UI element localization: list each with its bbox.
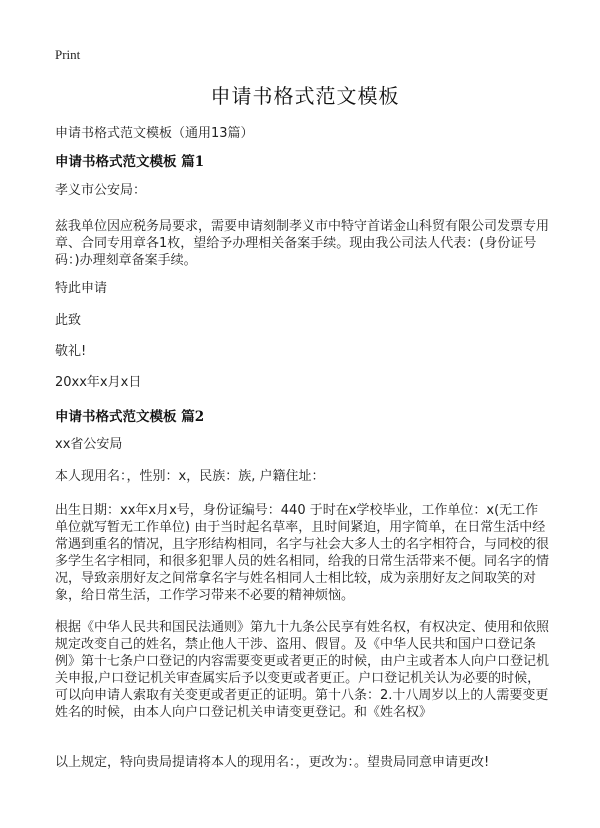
paragraph: 此致: [55, 313, 82, 328]
paragraph: 20xx年x月x日: [55, 375, 142, 390]
paragraph: 兹我单位因应税务局要求，需要申请刻制孝义市中特守首诺金山科贸有限公司发票专用章、合同专用章各1枚，望给予办理相关备案手续。现由我公司法人代表：(身份证号码：)办理刻章备案手续。: [55, 219, 550, 268]
section-heading-1: 申请书格式范文模板 篇1: [55, 154, 205, 170]
paragraph: 特此申请: [55, 281, 108, 296]
paragraph: 本人现用名：，性别：x，民族：族, 户籍住址：: [55, 469, 325, 484]
paragraph: 以上规定，特向贵局提请将本人的现用名：，更改为：。望贵局同意申请更改!: [55, 755, 490, 770]
paragraph: 出生日期：xx年x月x号，身份证编号：440 于时在x学校毕业，工作单位：x(无工作单位就写暂无工作单位) 由于当时起名草率，且时间紧迫，用字简单，在日常生活中经常遇到重名的情况，且字形结构相同，名字与社会大多人士的名字相符合，与同校的很多学生名字相同，和很多犯罪人员的姓名相同，给我的日常生活带来不便。同名字的情况，导致亲朋好友之间常拿名字与姓名相同人士相比较，成为亲朋好友之间取笑的对象，给日常生活，工作学习带来不必要的精神烦恼。: [55, 503, 550, 603]
paragraph: xx省公安局: [55, 437, 123, 452]
paragraph: 根据《中华人民共和国民法通则》第九十九条公民享有姓名权，有权决定、使用和依照规定改变自己的姓名，禁止他人干涉、盗用、假冒。及《中华人民共和国户口登记条例》第十七条户口登记的内容需要变更或者更正的时候，由户主或者本人向户口登记机关申报,户口登记机关审查属实后予以变更或者更正。户口登记机关认为必要的时候，可以向申请人索取有关变更或者更正的证明。第十八条：2.十八周岁以上的人需要变更姓名的时候，由本人向户口登记机关申请变更登记。和《姓名权》: [55, 620, 550, 720]
section-heading-2: 申请书格式范文模板 篇2: [55, 409, 205, 425]
document-subtitle: 申请书格式范文模板（通用13篇）: [55, 126, 254, 141]
print-link[interactable]: Print: [55, 47, 81, 62]
page-title: 申请书格式范文模板: [210, 84, 400, 108]
paragraph: 孝义市公安局：: [55, 183, 147, 198]
paragraph: 敬礼!: [55, 344, 87, 359]
